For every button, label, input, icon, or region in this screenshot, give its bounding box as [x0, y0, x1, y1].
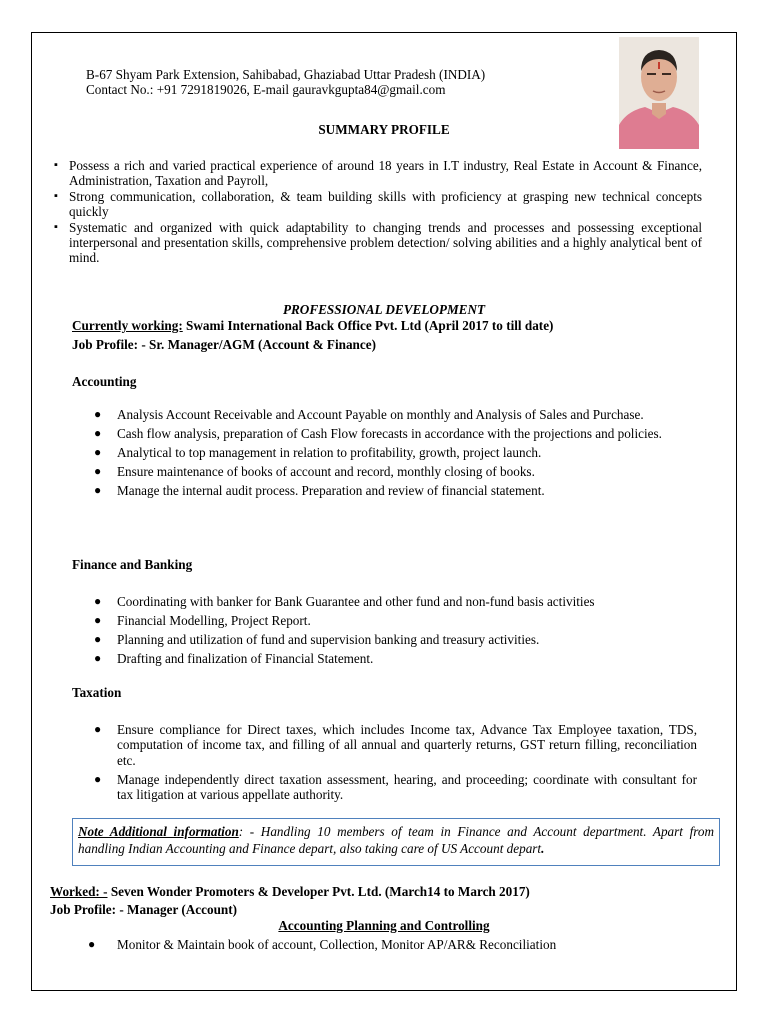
- section-heading-taxation: Taxation: [72, 685, 122, 700]
- note-end: .: [541, 841, 545, 856]
- additional-info-box: [72, 818, 720, 866]
- bullet-icon: ●: [94, 612, 102, 627]
- bullet-icon: ●: [94, 594, 102, 608]
- accounting-planning-list: [86, 937, 686, 952]
- square-bullet-icon: ▪: [54, 189, 58, 202]
- list-item: ▪ Systematic and organized with quick adaptability to changing trends and processes and possessing exceptional interpersonal and presentation skills, comprehensive problem detection/ solving abilities and a highly analytical bent of mind.: [54, 219, 702, 266]
- current-company: Swami International Back Office Pvt. Ltd (April 2017 to till date): [182, 318, 554, 333]
- list-item: ● Planning and utilization of fund and supervision banking and treasury activities.: [94, 631, 540, 647]
- list-item: ● Cash flow analysis, preparation of Cash Flow forecasts in accordance with the projections and policies.: [94, 425, 662, 441]
- professional-development-title: PROFESSIONAL DEVELOPMENT: [282, 302, 486, 317]
- list-item: ● Analysis Account Receivable and Account Payable on monthly and Analysis of Sales and Purchase.: [94, 407, 644, 422]
- bullet-icon: ●: [94, 722, 102, 736]
- previous-employment: [50, 884, 530, 899]
- list-item: ▪ Strong communication, collaboration, & team building skills with proficiency at grasping new technical concepts quickly: [54, 188, 702, 220]
- square-bullet-icon: ▪: [54, 220, 58, 233]
- contact-block: [86, 67, 606, 98]
- note-text: : - Handling 10 members of team in Finance and Account department. Apart from handling Indian Accounting and Finance depart, also taking care of US Account depart: [78, 824, 714, 856]
- bullet-icon: ●: [94, 425, 102, 440]
- list-item: ● Coordinating with banker for Bank Guarantee and other fund and non-fund basis activities: [94, 594, 595, 609]
- square-bullet-icon: ▪: [54, 159, 58, 171]
- list-item: ● Ensure compliance for Direct taxes, which includes Income tax, Advance Tax Employee taxation, TDS, computation of income tax, and filling of all annual and quarterly returns, GST return filling, reconciliation etc.: [94, 722, 697, 768]
- worked-label: Worked: -: [50, 884, 108, 899]
- note-label: Note Additional information: [78, 824, 239, 839]
- list-item: ● Monitor & Maintain book of account, Collection, Monitor AP/AR& Reconciliation: [88, 937, 557, 952]
- bullet-icon: ●: [94, 407, 102, 421]
- finance-banking-list: [92, 594, 697, 670]
- accounting-list: [92, 407, 697, 502]
- job-profile-current: Job Profile: - Sr. Manager/AGM (Account & Finance): [72, 337, 376, 352]
- job-profile-previous: Job Profile: - Manager (Account): [50, 902, 238, 917]
- worked-company: Seven Wonder Promoters & Developer Pvt. Ltd. (March14 to March 2017): [107, 884, 530, 899]
- current-label: Currently working:: [72, 318, 183, 333]
- bullet-icon: ●: [94, 631, 102, 646]
- bullet-icon: ●: [94, 650, 102, 665]
- bullet-icon: ●: [94, 444, 102, 459]
- contact-line: Contact No.: +91 7291819026, E-mail gauravkgupta84@gmail.com: [86, 82, 446, 98]
- taxation-list: [92, 722, 697, 806]
- summary-list: [52, 158, 702, 266]
- bullet-icon: ●: [94, 771, 102, 786]
- section-heading-accounting: Accounting: [72, 374, 137, 389]
- list-item: ● Ensure maintenance of books of account and record, monthly closing of books.: [94, 463, 535, 479]
- address: B-67 Shyam Park Extension, Sahibabad, Ghaziabad Uttar Pradesh (INDIA): [86, 67, 486, 82]
- accounting-planning-title: Accounting Planning and Controlling: [278, 918, 490, 933]
- summary-title: SUMMARY PROFILE: [318, 122, 450, 137]
- list-item: ● Analytical to top management in relation to profitability, growth, project launch.: [94, 444, 542, 460]
- list-item: ● Manage independently direct taxation assessment, hearing, and proceeding; coordinate with consultant for tax litigation at various appellate authority.: [94, 771, 697, 803]
- list-item: ● Drafting and finalization of Financial Statement.: [94, 650, 374, 666]
- bullet-icon: ●: [94, 482, 102, 497]
- list-item: ● Financial Modelling, Project Report.: [94, 612, 311, 628]
- list-item: ● Manage the internal audit process. Preparation and review of financial statement.: [94, 482, 545, 498]
- list-item: ▪ Possess a rich and varied practical experience of around 18 years in I.T industry, Real Estate in Account & Finance, Administration, Taxation and Payroll,: [54, 158, 702, 189]
- bullet-icon: ●: [88, 937, 96, 951]
- section-heading-finance-banking: Finance and Banking: [72, 557, 193, 572]
- bullet-icon: ●: [94, 463, 102, 478]
- current-employment: [72, 318, 553, 333]
